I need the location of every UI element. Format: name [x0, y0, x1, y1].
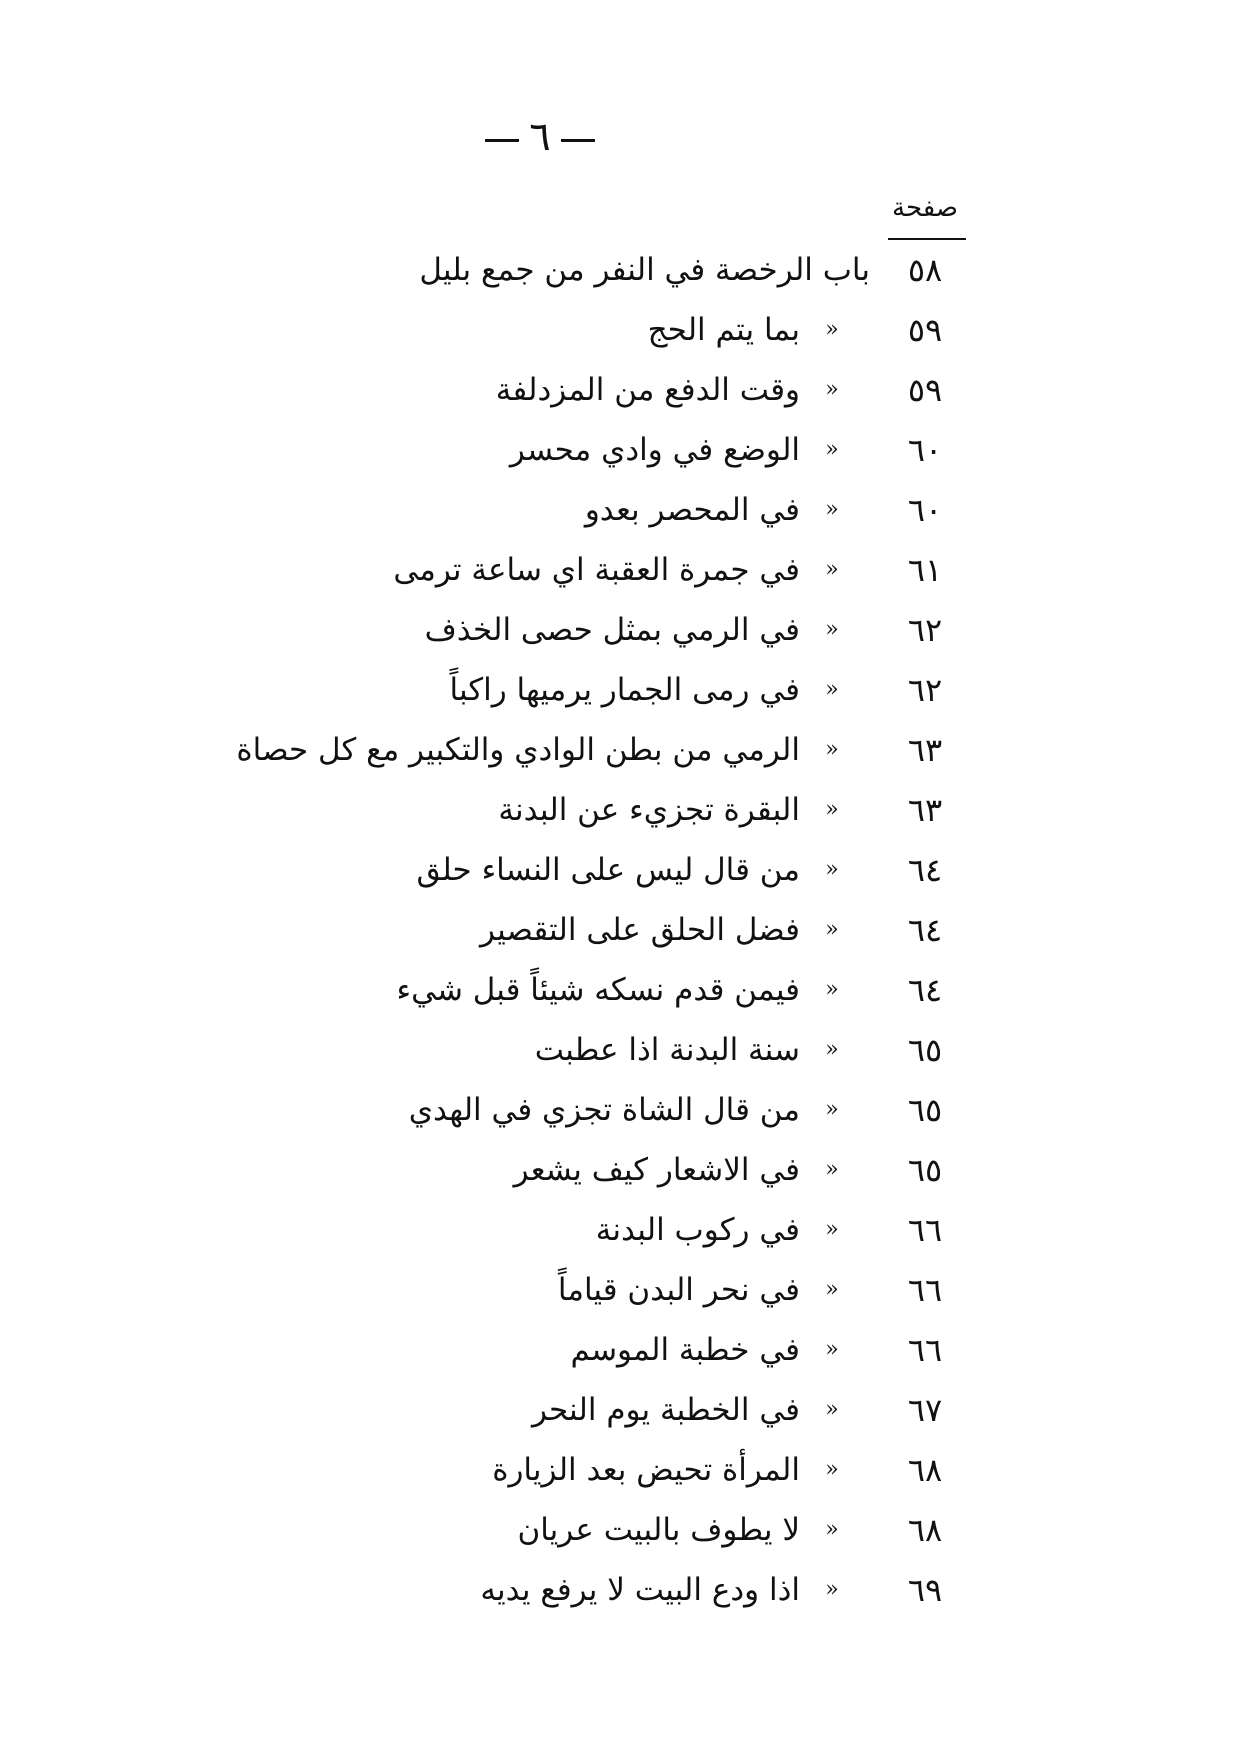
toc-entry-ditto-mark: »	[825, 497, 839, 522]
page-number	[440, 112, 640, 162]
toc-entry-page: ٦٦	[907, 1331, 943, 1369]
page-number-dash-left	[485, 139, 519, 142]
toc-entry-title: باب الرخصة في النفر من جمع بليل	[419, 252, 870, 288]
toc-entry-page: ٦٩	[907, 1571, 943, 1609]
toc-entry-title: لا يطوف بالبيت عريان	[517, 1512, 800, 1548]
toc-entry	[0, 480, 1240, 540]
toc-entry	[0, 1020, 1240, 1080]
toc-entry	[0, 1260, 1240, 1320]
toc-entry-page: ٦٤	[907, 971, 943, 1009]
toc-entry-ditto-mark: »	[825, 1457, 839, 1482]
toc-entry-ditto-mark: »	[825, 1157, 839, 1182]
toc-entry-title: فضل الحلق على التقصير	[480, 912, 800, 948]
toc-entry-page: ٥٨	[907, 251, 943, 289]
toc-entry-title: الوضع في وادي محسر	[509, 432, 800, 468]
toc-entry-page: ٦٧	[907, 1391, 943, 1429]
toc-entry-page: ٦٠	[907, 491, 943, 529]
toc-entry-page: ٦٥	[907, 1151, 943, 1189]
toc-entry-ditto-mark: »	[825, 1337, 839, 1362]
toc-entry	[0, 1140, 1240, 1200]
toc-entry-ditto-mark: »	[825, 917, 839, 942]
toc-entry-page: ٦٣	[907, 731, 943, 769]
toc-entry-ditto-mark: »	[825, 317, 839, 342]
toc-entry-page: ٦٤	[907, 851, 943, 889]
toc-entry	[0, 600, 1240, 660]
toc-entry-title: في الاشعار كيف يشعر	[513, 1152, 800, 1188]
toc-entry	[0, 1500, 1240, 1560]
toc-entry	[0, 900, 1240, 960]
toc-entry-ditto-mark: »	[825, 857, 839, 882]
page-column-header: صفحة	[892, 193, 958, 223]
toc-entry-title: في رمى الجمار يرميها راكباً	[449, 672, 800, 708]
toc-entry-page: ٦٦	[907, 1211, 943, 1249]
toc-entry-page: ٦٢	[907, 611, 943, 649]
toc-entry	[0, 300, 1240, 360]
toc-entry	[0, 240, 1240, 300]
toc-entry-title: في المحصر بعدو	[584, 492, 800, 528]
toc-entry-page: ٦١	[907, 551, 943, 589]
toc-entry-page: ٦٥	[907, 1031, 943, 1069]
toc-entry-title: في ركوب البدنة	[595, 1212, 800, 1248]
toc-entry	[0, 1080, 1240, 1140]
toc-entry-ditto-mark: »	[825, 1037, 839, 1062]
toc-entry-ditto-mark: »	[825, 737, 839, 762]
toc-entry-title: في خطبة الموسم	[570, 1332, 800, 1368]
toc-entry-title: من قال الشاة تجزي في الهدي	[408, 1092, 800, 1128]
toc-entry	[0, 840, 1240, 900]
toc-entry	[0, 420, 1240, 480]
page-number-dash-right	[561, 139, 595, 142]
toc-entry-title: في نحر البدن قياماً	[557, 1272, 800, 1308]
toc-entry	[0, 1440, 1240, 1500]
toc-entry-title: البقرة تجزيء عن البدنة	[498, 792, 800, 828]
toc-entry	[0, 660, 1240, 720]
toc-entry-title: من قال ليس على النساء حلق	[416, 852, 800, 888]
toc-entry-ditto-mark: »	[825, 1397, 839, 1422]
toc-entry-title: في الرمي بمثل حصى الخذف	[424, 612, 800, 648]
toc-entry-ditto-mark: »	[825, 1217, 839, 1242]
toc-entry-page: ٦٣	[907, 791, 943, 829]
toc-entry	[0, 960, 1240, 1020]
toc-entry	[0, 720, 1240, 780]
toc-entry-ditto-mark: »	[825, 1097, 839, 1122]
toc-entry-page: ٦٠	[907, 431, 943, 469]
toc-entry	[0, 1200, 1240, 1260]
toc-entry	[0, 540, 1240, 600]
toc-entry	[0, 1320, 1240, 1380]
toc-entry-ditto-mark: »	[825, 1277, 839, 1302]
toc-entry-title: بما يتم الحج	[647, 312, 800, 348]
toc-entry-page: ٦٤	[907, 911, 943, 949]
toc-entry-page: ٦٨	[907, 1511, 943, 1549]
toc-entry-title: وقت الدفع من المزدلفة	[495, 372, 800, 408]
toc-entry	[0, 360, 1240, 420]
toc-entry-ditto-mark: »	[825, 797, 839, 822]
toc-entry-title: فيمن قدم نسكه شيئاً قبل شيء	[396, 972, 800, 1008]
toc-entry	[0, 780, 1240, 840]
toc-entry-ditto-mark: »	[825, 977, 839, 1002]
toc-entry-title: اذا ودع البيت لا يرفع يديه	[480, 1572, 800, 1608]
toc-entry-page: ٦٦	[907, 1271, 943, 1309]
toc-entry-page: ٦٨	[907, 1451, 943, 1489]
toc-entry-title: في جمرة العقبة اي ساعة ترمى	[393, 552, 800, 588]
toc-entry-ditto-mark: »	[825, 377, 839, 402]
toc-entry-ditto-mark: »	[825, 1517, 839, 1542]
toc-entry-page: ٦٢	[907, 671, 943, 709]
toc-entry-ditto-mark: »	[825, 677, 839, 702]
toc-entry	[0, 1380, 1240, 1440]
toc-entry-page: ٦٥	[907, 1091, 943, 1129]
toc-entry-title: في الخطبة يوم النحر	[531, 1392, 800, 1428]
toc-entry-ditto-mark: »	[825, 437, 839, 462]
toc-entry-title: الرمي من بطن الوادي والتكبير مع كل حصاة	[236, 732, 800, 768]
page-number-value: ٦	[529, 114, 551, 160]
toc-entry-page: ٥٩	[907, 371, 943, 409]
toc-entry-title: سنة البدنة اذا عطبت	[534, 1032, 800, 1068]
toc-entry-ditto-mark: »	[825, 557, 839, 582]
toc-entry-ditto-mark: »	[825, 1577, 839, 1602]
toc-entry-page: ٥٩	[907, 311, 943, 349]
toc-entry	[0, 1560, 1240, 1620]
toc-entry-ditto-mark: »	[825, 617, 839, 642]
toc-entry-title: المرأة تحيض بعد الزيارة	[492, 1452, 800, 1488]
